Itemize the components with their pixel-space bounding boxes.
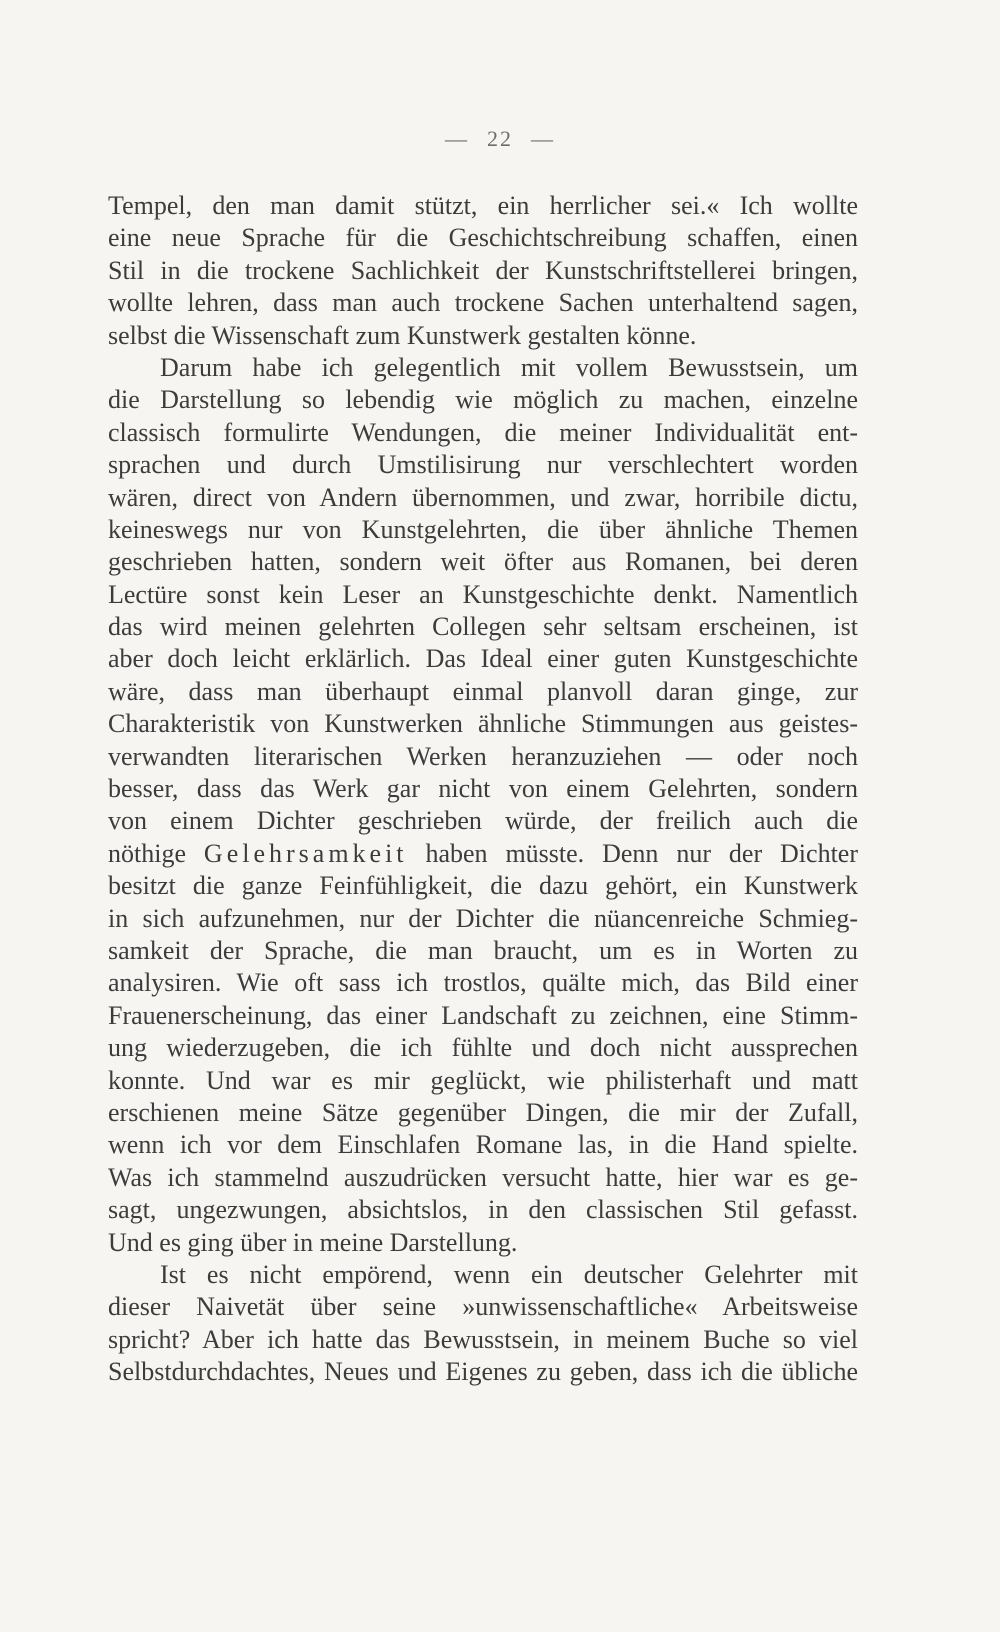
text-line: wollte lehren, dass man auch trockene Sachen unterhaltend sagen, xyxy=(108,288,858,318)
text-line: erschienen meine Sätze gegenüber Dingen, die mir der Zufall, xyxy=(108,1097,858,1127)
text-line: Was ich stammelnd auszudrücken versucht hatte, hier war es ge- xyxy=(108,1162,858,1192)
text-line: wenn ich vor dem Einschlafen Romane las, in die Hand spielte. xyxy=(108,1130,858,1160)
text-line: spricht? Aber ich hatte das Bewusstsein, in meinem Buche so viel xyxy=(108,1324,858,1354)
text-line: von einem Dichter geschrieben würde, der freilich auch die xyxy=(108,806,858,836)
page-number: 22 xyxy=(487,126,513,151)
text-line: wären, direct von Andern übernommen, und zwar, horribile dictu, xyxy=(108,482,858,512)
text-line: besitzt die ganze Feinfühligkeit, die dazu gehört, ein Kunstwerk xyxy=(108,871,858,901)
text-line: dieser Naivetät über seine »unwissenschaftliche« Arbeitsweise xyxy=(108,1292,858,1322)
text-line: wäre, dass man überhaupt einmal planvoll daran ginge, zur xyxy=(108,676,858,706)
dash-left: — xyxy=(445,126,469,151)
text-line: konnte. Und war es mir geglückt, wie philisterhaft und matt xyxy=(108,1065,858,1095)
body-text xyxy=(108,190,858,1388)
text-fragment: nöthige xyxy=(108,838,204,868)
text-line: das wird meinen gelehrten Collegen sehr seltsam erscheinen, ist xyxy=(108,612,858,642)
text-line: analysiren. Wie oft sass ich trostlos, quälte mich, das Bild einer xyxy=(108,968,858,998)
text-line: samkeit der Sprache, die man braucht, um es in Worten zu xyxy=(108,935,858,965)
text-line: Ist es nicht empörend, wenn ein deutscher Gelehrter mit xyxy=(160,1259,858,1289)
text-line: selbst die Wissenschaft zum Kunstwerk gestalten könne. xyxy=(108,320,697,350)
text-line: in sich aufzunehmen, nur der Dichter die nüancenreiche Schmieg- xyxy=(108,903,858,933)
text-line: keineswegs nur von Kunstgelehrten, die über ähnliche Themen xyxy=(108,514,858,544)
dash-right: — xyxy=(531,126,555,151)
text-line: Und es ging über in meine Darstellung. xyxy=(108,1227,518,1257)
text-line: classisch formulirte Wendungen, die meiner Individualität ent- xyxy=(108,417,858,447)
text-line: Stil in die trockene Sachlichkeit der Kunstschriftstellerei bringen, xyxy=(108,255,858,285)
text-line: Frauenerscheinung, das einer Landschaft zu zeichnen, eine Stimm- xyxy=(108,1000,858,1030)
text-line: ung wiederzugeben, die ich fühlte und doch nicht aussprechen xyxy=(108,1033,858,1063)
text-line: Selbstdurchdachtes, Neues und Eigenes zu geben, dass ich die übliche xyxy=(108,1357,858,1387)
text-line-with-spaced-word xyxy=(108,838,858,870)
text-line: die Darstellung so lebendig wie möglich zu machen, einzelne xyxy=(108,385,858,415)
text-line: verwandten literarischen Werken heranzuziehen — oder noch xyxy=(108,741,858,771)
text-line: Lectüre sonst kein Leser an Kunstgeschichte denkt. Namentlich xyxy=(108,579,858,609)
text-line: aber doch leicht erklärlich. Das Ideal einer guten Kunstgeschichte xyxy=(108,644,858,674)
text-fragment: haben müsste. Denn nur der Dichter xyxy=(407,838,858,868)
text-line: sprachen und durch Umstilisirung nur verschlechtert worden xyxy=(108,450,858,480)
text-line: Darum habe ich gelegentlich mit vollem Bewusstsein, um xyxy=(160,352,858,382)
page-number-header xyxy=(0,126,1000,152)
text-line: Charakteristik von Kunstwerken ähnliche Stimmungen aus geistes- xyxy=(108,709,858,739)
text-line: sagt, ungezwungen, absichtslos, in den classischen Stil gefasst. xyxy=(108,1195,858,1225)
text-line: Tempel, den man damit stützt, ein herrlicher sei.« Ich wollte xyxy=(108,191,858,220)
text-line: eine neue Sprache für die Geschichtschreibung schaffen, einen xyxy=(108,223,858,253)
text-line: geschrieben hatten, sondern weit öfter aus Romanen, bei deren xyxy=(108,547,858,577)
spaced-emphasis-word: Gelehrsamkeit xyxy=(203,838,408,868)
text-line: besser, dass das Werk gar nicht von einem Gelehrten, sondern xyxy=(108,774,858,804)
